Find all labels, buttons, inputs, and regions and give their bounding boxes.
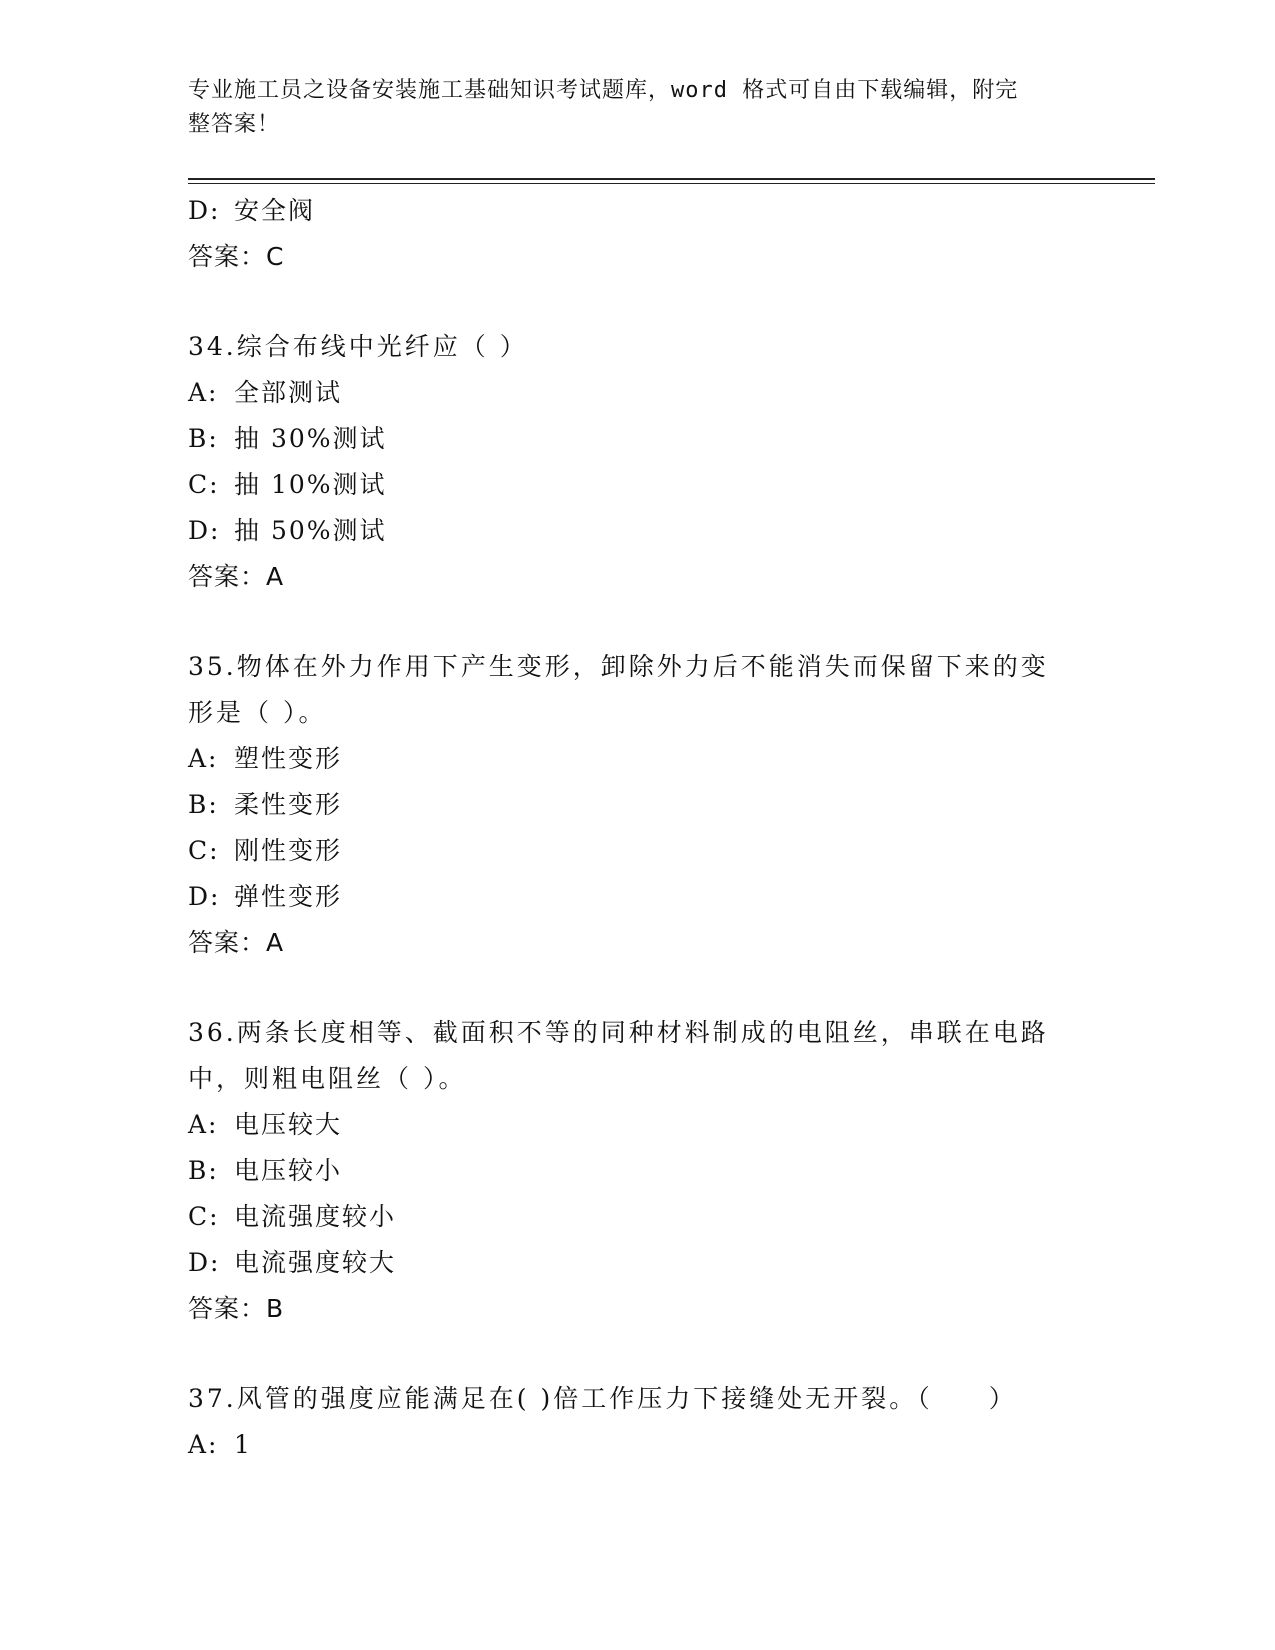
option-text: 电压较大 xyxy=(234,1110,343,1139)
option-label: B: xyxy=(188,424,219,453)
option-label: C: xyxy=(188,470,220,499)
question-stem-line-1: 36.两条长度相等、截面积不等的同种材料制成的电阻丝，串联在电路 xyxy=(188,1018,1049,1047)
option-text: 电流强度较小 xyxy=(234,1202,397,1231)
option-label: A: xyxy=(188,1110,219,1139)
question-stem-line-1: 35.物体在外力作用下产生变形，卸除外力后不能消失而保留下来的变 xyxy=(188,652,1049,681)
question-37 xyxy=(188,1376,1088,1468)
document-header xyxy=(188,74,1088,142)
option-b xyxy=(188,416,1088,462)
option-a xyxy=(188,736,1088,782)
option-text: 抽 50%测试 xyxy=(234,516,387,545)
header-line-1: 专业施工员之设备安装施工基础知识考试题库，word 格式可自由下载编辑，附完 xyxy=(188,78,1019,103)
header-line-2: 整答案！ xyxy=(188,112,281,137)
question-stem-line-2: 形是（ ）。 xyxy=(188,698,327,727)
option-text: 刚性变形 xyxy=(234,836,343,865)
option-text: 弹性变形 xyxy=(234,882,343,911)
option-d xyxy=(188,1240,1088,1286)
option-c xyxy=(188,828,1088,874)
option-b xyxy=(188,782,1088,828)
prev-answer: 答案：C xyxy=(188,242,285,271)
option-label: B: xyxy=(188,790,219,819)
question-stem-line-2: 中，则粗电阻丝（ ）。 xyxy=(188,1064,467,1093)
option-label: B: xyxy=(188,1156,219,1185)
question-stem: 37.风管的强度应能满足在( )倍工作压力下接缝处无开裂。（ ） xyxy=(188,1384,1017,1413)
option-label: D: xyxy=(188,1248,221,1277)
option-d xyxy=(188,874,1088,920)
option-a xyxy=(188,1422,1088,1468)
option-label: D: xyxy=(188,882,221,911)
option-label: D: xyxy=(188,516,221,545)
option-text: 安全阀 xyxy=(234,196,316,225)
option-c xyxy=(188,462,1088,508)
question-content xyxy=(188,188,1088,1468)
option-a xyxy=(188,1102,1088,1148)
option-text: 抽 10%测试 xyxy=(234,470,387,499)
option-label: A: xyxy=(188,744,219,773)
option-text: 柔性变形 xyxy=(234,790,343,819)
option-text: 1 xyxy=(234,1430,252,1459)
option-text: 电压较小 xyxy=(234,1156,343,1185)
option-d xyxy=(188,508,1088,554)
option-text: 塑性变形 xyxy=(234,744,343,773)
option-b xyxy=(188,1148,1088,1194)
option-label: C: xyxy=(188,836,220,865)
prev-option-d xyxy=(188,188,1088,234)
question-stem: 34.综合布线中光纤应（ ） xyxy=(188,332,528,361)
question-34 xyxy=(188,324,1088,600)
header-divider-thin xyxy=(188,183,1155,184)
option-c xyxy=(188,1194,1088,1240)
option-label: D: xyxy=(188,196,221,225)
answer: 答案：B xyxy=(188,1294,285,1323)
option-label: A: xyxy=(188,1430,219,1459)
option-text: 抽 30%测试 xyxy=(234,424,387,453)
header-divider-thick xyxy=(188,178,1155,180)
option-text: 全部测试 xyxy=(234,378,343,407)
question-36 xyxy=(188,1010,1088,1332)
question-35 xyxy=(188,644,1088,966)
option-label: C: xyxy=(188,1202,220,1231)
option-text: 电流强度较大 xyxy=(234,1248,397,1277)
option-label: A: xyxy=(188,378,219,407)
answer: 答案：A xyxy=(188,562,285,591)
option-a xyxy=(188,370,1088,416)
answer: 答案：A xyxy=(188,928,285,957)
